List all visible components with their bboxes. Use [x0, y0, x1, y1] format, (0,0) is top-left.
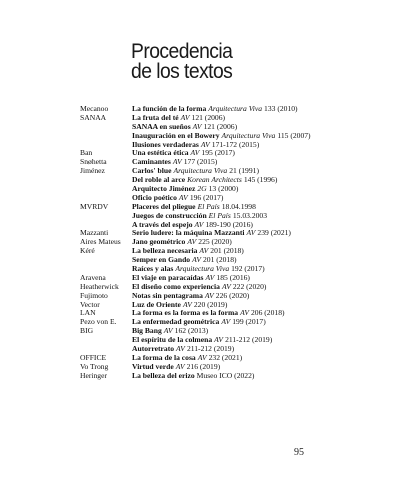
list-item-reference: 115 (2007): [277, 130, 311, 140]
list-item-title: Big Bang: [132, 326, 162, 336]
list-item-title: La forma es la forma es la forma: [132, 308, 239, 318]
list-item-title: Oficio poético: [132, 192, 177, 202]
list-item-source: AV: [194, 219, 204, 229]
list-item-source: AV: [175, 361, 185, 371]
list-item-title: Una estética ética: [132, 148, 189, 158]
list-item-source: AV: [163, 326, 173, 336]
list-item-source: AV: [178, 192, 188, 202]
list-item-title: SANAA en sueños: [132, 121, 191, 131]
list-item-title: Carlos' blue: [132, 166, 172, 176]
list-item-reference: 15.03.2003: [232, 210, 267, 220]
list-item-title: Virtud verde: [132, 361, 174, 371]
list-item: [80, 309, 380, 318]
list-item: [80, 149, 380, 158]
list-item-reference: 196 (2017): [189, 192, 224, 202]
list-item-source: AV: [192, 255, 201, 265]
list-item-title: Inauguración en el Bowery: [132, 130, 220, 140]
list-item-reference: 201 (2018): [203, 255, 237, 265]
list-item-source: El País: [208, 210, 231, 220]
list-item-author: Heringer: [80, 370, 107, 380]
list-item-author: Aravena: [80, 272, 106, 282]
list-item-author: Vo Trong: [80, 361, 109, 371]
page-number: 95: [294, 447, 304, 458]
list-item-source: AV: [200, 139, 210, 149]
list-item-title: El diseño como experiencia: [132, 281, 220, 291]
list-item-reference: 216 (2019): [186, 361, 221, 371]
list-item-author: LAN: [80, 308, 96, 318]
list-item-source: 2G: [197, 184, 207, 194]
list-item-title: Jano geométrico: [132, 237, 186, 247]
list-item-source: AV: [190, 148, 200, 158]
list-item-reference: 185 (2016): [216, 272, 250, 282]
list-item: [80, 292, 380, 301]
list-item-title: Caminantes: [132, 157, 171, 167]
list-item-source: Arquitectura Viva: [173, 166, 228, 176]
list-item-title: La belleza del erizo: [132, 370, 195, 380]
list-item-title: Semper en Gando: [132, 255, 191, 265]
list-item-source: AV: [214, 335, 224, 345]
list-item-entry: [132, 372, 254, 381]
list-item-source: AV: [204, 290, 214, 300]
list-item-author: MVRDV: [80, 201, 109, 211]
list-item-reference: 192 (2017): [231, 264, 265, 274]
list-item-reference: 220 (2019): [193, 299, 228, 309]
page-title: [131, 42, 352, 82]
list-item-source: Arquitectura Viva: [208, 104, 263, 113]
page-title-line-1: Procedencia: [131, 40, 233, 63]
list-item-title: Raíces y alas: [132, 264, 174, 274]
list-item-source: AV: [240, 308, 249, 318]
list-item-title: Juegos de construcción: [132, 210, 207, 220]
list-item-reference: 225 (2020): [198, 237, 232, 247]
list-item-source: Arquitectura Viva: [175, 264, 230, 274]
list-item-reference: 232 (2021): [208, 352, 243, 362]
list-item-source: AV: [246, 228, 256, 238]
list-item-title: Serio ludere: la máquina Mazzanti: [132, 228, 245, 238]
list-item-title: Notas sin pentagrama: [132, 290, 203, 300]
list-item-author: Ban: [80, 148, 93, 158]
list-item-title: Arquitecto Jiménez: [132, 184, 196, 194]
list-item-reference: 121 (2006): [191, 112, 226, 122]
list-item-source: AV: [172, 157, 182, 167]
list-item-reference: 239 (2021): [257, 228, 291, 238]
list-item-author: Snøhetta: [80, 157, 107, 167]
list-item: [80, 354, 380, 363]
list-item-title: Del roble al arce: [132, 175, 186, 185]
list-item-source: AV: [180, 112, 190, 122]
list-item-source: AV: [205, 272, 215, 282]
list-item-author: Mecanoo: [80, 104, 109, 113]
list-item-title: Placeres del pliegue: [132, 201, 196, 211]
list-item-reference: 189-190 (2016): [205, 219, 253, 229]
list-item-reference: Museo ICO (2022): [196, 370, 255, 380]
list-item-author: BIG: [80, 326, 94, 336]
list-item-reference: 145 (1996): [243, 175, 278, 185]
list-item-author: OFFICE: [80, 352, 107, 362]
list-item-source: Korean Architects: [187, 175, 242, 185]
list-item-reference: 211-212 (2019): [186, 344, 235, 354]
list-item-title: La función de la forma: [132, 104, 207, 113]
list-item-reference: 222 (2020): [232, 281, 267, 291]
list-item-reference: 195 (2017): [201, 148, 235, 158]
list-item: [80, 256, 380, 265]
list-item-reference: 13 (2000): [208, 184, 239, 194]
list-item-title: El espíritu de la colmena: [132, 335, 213, 345]
list-item-source: AV: [221, 317, 231, 327]
list-item-reference: 199 (2017): [232, 317, 266, 327]
list-item-source: AV: [192, 121, 202, 131]
list-item-reference: 201 (2018): [210, 246, 244, 256]
list-item-title: Autorretrato: [132, 344, 175, 354]
list-item-reference: 171-172 (2015): [211, 139, 260, 149]
list-item: [80, 185, 380, 194]
list-item-title: Luz de Oriente: [132, 299, 181, 309]
list-item: [80, 318, 380, 327]
list-item-author: Heatherwick: [80, 281, 119, 291]
list-item-author: Fujimoto: [80, 290, 108, 300]
list-item-reference: 177 (2015): [183, 157, 218, 167]
list-item-author: Vector: [80, 299, 100, 309]
list-item-reference: 206 (2018): [250, 308, 285, 318]
list-item-source: El País: [197, 201, 220, 211]
list-item: [80, 372, 380, 381]
list-item-title: El viaje en paracaídas: [132, 272, 204, 282]
list-item-source: Arquitectura Viva: [221, 130, 276, 140]
list-item-author: Pezo von E.: [80, 317, 117, 327]
list-item-author: Aires Mateus: [80, 237, 121, 247]
list-item-reference: 133 (2010): [264, 104, 298, 113]
list-item-source: AV: [221, 281, 231, 291]
list-item-reference: 18.04.1998: [221, 201, 256, 211]
list-item-title: La enfermedad geométrica: [132, 317, 220, 327]
list-item-title: La fruta del té: [132, 112, 179, 122]
list-item-reference: 162 (2013): [174, 326, 209, 336]
list-item-source: AV: [176, 344, 185, 354]
list-item-source: AV: [199, 246, 209, 256]
list-item-reference: 21 (1991): [229, 166, 259, 176]
sources-list: [80, 105, 380, 381]
list-item-author: Kéré: [80, 246, 95, 256]
list-item-title: La forma de la cosa: [132, 352, 196, 362]
list-item-author: Mazzanti: [80, 228, 109, 238]
list-item-source: AV: [182, 299, 192, 309]
list-item-title: La belleza necesaria: [132, 246, 198, 256]
list-item-reference: 121 (2006): [203, 121, 238, 131]
list-item-source: AV: [187, 237, 197, 247]
list-item-reference: 211-212 (2019): [225, 335, 273, 345]
list-item-title: A través del espejo: [132, 219, 193, 229]
list-item-reference: 226 (2020): [215, 290, 250, 300]
list-item-source: AV: [197, 352, 207, 362]
list-item: [80, 105, 380, 114]
list-item-author: SANAA: [80, 112, 107, 122]
list-item-author: Jiménez: [80, 166, 105, 176]
list-item-title: Ilusiones verdaderas: [132, 139, 199, 149]
page-title-line-2: de los textos: [131, 60, 233, 83]
